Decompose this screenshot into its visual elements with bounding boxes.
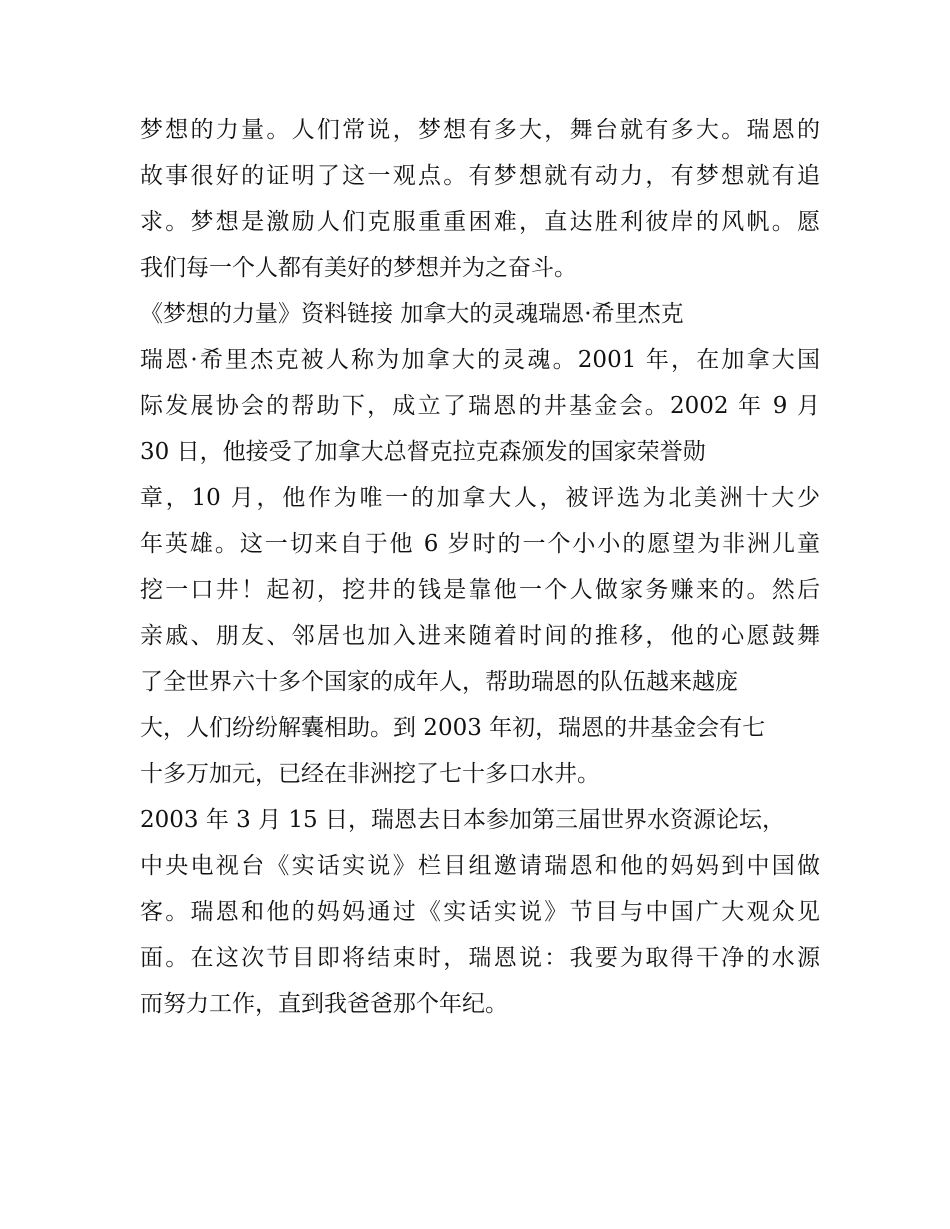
text-line: 十多万加元，已经在非洲挖了七十多口水井。 xyxy=(140,761,600,787)
text-line: 挖一口井！起初，挖井的钱是靠他一个人做家务赚来的。然后 xyxy=(140,577,820,603)
text-line: 2003 年 3 月 15 日，瑞恩去日本参加第三届世界水资源论坛， xyxy=(140,807,785,833)
text-line: 面。在这次节目即将结束时，瑞恩说：我要为取得干净的水源 xyxy=(140,945,820,971)
text-line: 客。瑞恩和他的妈妈通过《实话实说》节目与中国广大观众见 xyxy=(140,899,820,925)
text-line: 30 日，他接受了加拿大总督克拉克森颁发的国家荣誉勋 xyxy=(140,439,706,465)
body-text xyxy=(140,107,820,1027)
text-line: 章，10 月，他作为唯一的加拿大人，被评选为北美洲十大少 xyxy=(140,485,820,511)
text-line: 亲戚、朋友、邻居也加入进来随着时间的推移，他的心愿鼓舞 xyxy=(140,623,820,649)
text-line: 大，人们纷纷解囊相助。到 2003 年初，瑞恩的井基金会有七 xyxy=(140,715,766,741)
text-line: 我们每一个人都有美好的梦想并为之奋斗。 xyxy=(140,255,577,281)
text-line: 瑞恩·希里杰克被人称为加拿大的灵魂。2001 年，在加拿大国 xyxy=(140,347,820,373)
text-line: 年英雄。这一切来自于他 6 岁时的一个小小的愿望为非洲儿童 xyxy=(140,531,820,557)
text-line: 故事很好的证明了这一观点。有梦想就有动力，有梦想就有追 xyxy=(140,163,820,189)
text-line: 而努力工作，直到我爸爸那个年纪。 xyxy=(140,991,508,1017)
text-line: 《梦想的力量》资料链接 加拿大的灵魂瑞恩·希里杰克 xyxy=(140,301,684,327)
text-line: 中央电视台《实话实说》栏目组邀请瑞恩和他的妈妈到中国做 xyxy=(140,853,820,879)
text-line: 际发展协会的帮助下，成立了瑞恩的井基金会。2002 年 9 月 xyxy=(140,393,820,419)
text-line: 梦想的力量。人们常说，梦想有多大，舞台就有多大。瑞恩的 xyxy=(140,117,820,143)
text-line: 求。梦想是激励人们克服重重困难，直达胜利彼岸的风帆。愿 xyxy=(140,209,820,235)
text-line: 了全世界六十多个国家的成年人，帮助瑞恩的队伍越来越庞 xyxy=(140,669,738,695)
